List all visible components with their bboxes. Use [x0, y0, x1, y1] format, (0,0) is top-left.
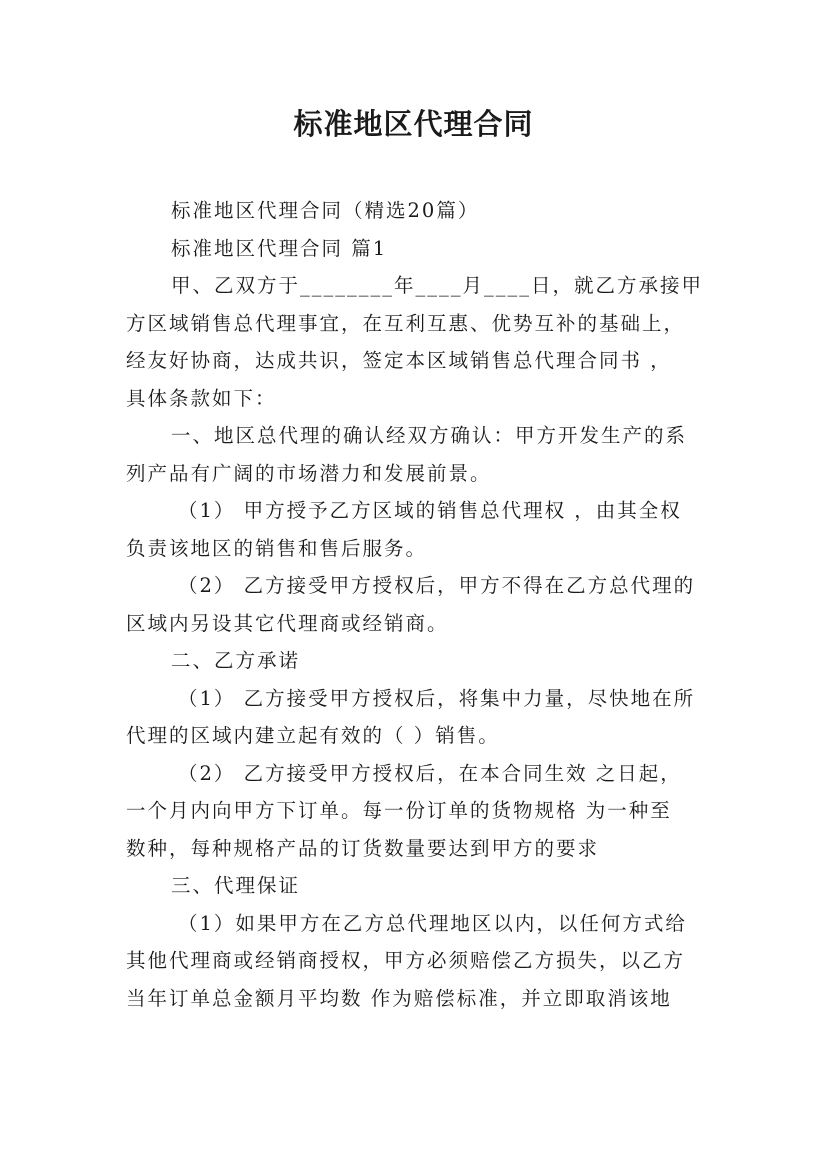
document-line: 代理的区域内建立起有效的（ ）销售。 [126, 724, 500, 747]
document-line: 数种，每种规格产品的订货数量要达到甲方的要求 [126, 836, 600, 860]
document-line: 负责该地区的销售和售后服务。 [126, 536, 428, 560]
document-line: 经友好协商，达成共识，签定本区域销售总代理合同书 ， [126, 349, 672, 372]
document-body [126, 192, 716, 1017]
document-line: （2） 乙方接受甲方授权后，在本合同生效 之日起， [178, 761, 682, 785]
document-line: （2） 乙方接受甲方授权后，甲方不得在乙方总代理的 [178, 574, 696, 597]
document-line: 甲、乙双方于________年____月____日，就乙方承接甲 [171, 274, 704, 297]
document-line: 一个月内向甲方下订单。每一份订单的货物规格 为一种至 [126, 799, 672, 822]
document-line: 二、乙方承诺 [171, 649, 301, 672]
document-line: 列产品有广阔的市场潜力和发展前景。 [126, 461, 492, 485]
document-line: 三、代理保证 [171, 874, 301, 897]
document-line: （1）如果甲方在乙方总代理地区以内，以任何方式给 [178, 911, 687, 935]
document-line: 其他代理商或经销商授权，甲方必须赔偿乙方损失，以乙方 [126, 949, 686, 972]
document-line: 具体条款如下： [126, 386, 277, 410]
document-line: 标准地区代理合同（精选20篇） [171, 199, 480, 222]
document-line: 当年订单总金额月平均数 作为赔偿标准，并立即取消该地 [126, 986, 672, 1010]
document-title: 标准地区代理合同 [293, 107, 534, 141]
document-line: 方区域销售总代理事宜，在互利互惠、优势互补的基础上， [126, 311, 686, 335]
document-line: （1） 甲方授予乙方区域的销售总代理权 ，由其全权 [178, 499, 682, 522]
document-line: 一、地区总代理的确认经双方确认：甲方开发生产的系 [171, 424, 688, 447]
document-line: 区域内另设其它代理商或经销商。 [126, 611, 449, 635]
document-line: （1） 乙方接受甲方授权后，将集中力量，尽快地在所 [178, 686, 696, 710]
document-line: 标准地区代理合同 篇1 [171, 236, 388, 260]
